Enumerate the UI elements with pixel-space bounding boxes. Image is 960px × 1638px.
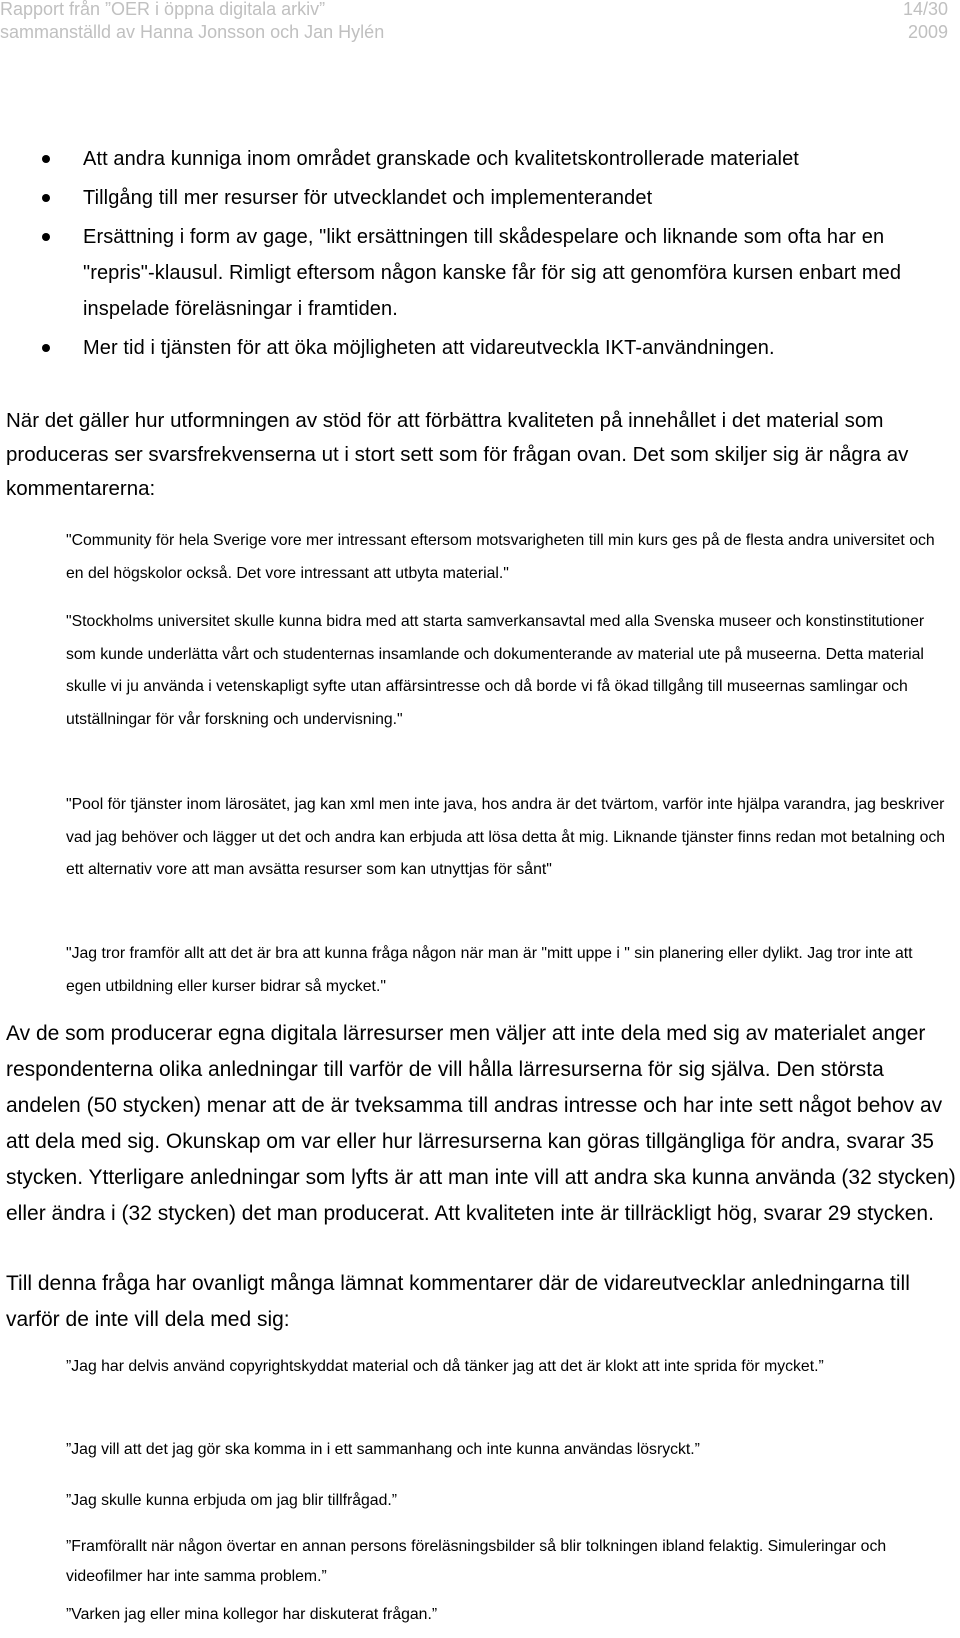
bullet-text: Ersättning i form av gage, "likt ersättningen till skådespelare och liknande som ofta har en "repris"-klausul. Rimligt eftersom någon kanske får för sig att genomföra kursen enbart med inspelade föreläsningar i framtiden.	[83, 226, 902, 320]
page-header	[0, 0, 950, 50]
body-paragraph: Till denna fråga har ovanligt många lämnat kommentarer där de vidareutvecklar anledningarna till varför de inte vill dela med sig:	[6, 1272, 910, 1331]
block-quote: "Pool för tjänster inom lärosätet, jag kan xml men inte java, hos andra är det tvärtom, varför inte hjälpa varandra, jag beskriver vad jag behöver och lägger ut det och andra kan erbjuda att lösa detta åt mig. Liknande tjänster finns redan mot betalning och ett alternativ vore att man avsätta resurser som kan utnyttjas för sånt"	[66, 796, 946, 878]
list-item	[0, 330, 960, 366]
block-quote: ”Varken jag eller mina kollegor har diskuterat frågan.”	[66, 1606, 438, 1623]
page-number: 14/30	[902, 0, 948, 19]
header-authors: sammanställd av Hanna Jonsson och Jan Hylén	[0, 22, 385, 42]
bullet-list	[0, 141, 960, 366]
bullet-icon	[42, 194, 50, 202]
header-right	[903, 0, 948, 44]
block-quote: ”Jag vill att det jag gör ska komma in i ett sammanhang och inte kunna användas lösryckt.”	[66, 1441, 700, 1458]
header-left	[0, 0, 384, 44]
bullet-text: Tillgång till mer resurser för utvecklandet och implementerandet	[83, 187, 653, 209]
block-quote: ”Framförallt när någon övertar en annan persons föreläsningsbilder så blir tolkningen ibland felaktig. Simuleringar och videofilmer har inte samma problem.”	[66, 1538, 887, 1585]
block-quote: "Stockholms universitet skulle kunna bidra med att starta samverkansavtal med alla Svenska museer och konstinstitutioner som kunde underlätta vårt och studenternas insamlande och dokumenterande av material ute på museerna. Detta material skulle vi ju använda i vetenskapligt syfte utan affärsintresse och då borde vi få ökad tillgång till museernas samlingar och utställningar för vår forskning och undervisning."	[66, 613, 925, 728]
list-item	[0, 180, 960, 216]
bullet-icon	[42, 344, 50, 352]
header-title: Rapport från ”OER i öppna digitala arkiv”	[0, 0, 326, 19]
list-item	[0, 219, 960, 327]
bullet-icon	[42, 233, 50, 241]
bullet-text: Att andra kunniga inom området granskade och kvalitetskontrollerade materialet	[83, 148, 799, 170]
block-quote: ”Jag har delvis använd copyrightskyddat material och då tänker jag att det är klokt att inte sprida för mycket.”	[66, 1358, 824, 1375]
block-quote: "Community för hela Sverige vore mer intressant eftersom motsvarigheten till min kurs ges på de flesta andra universitet och en del högskolor också. Det vore intressant att utbyta material."	[66, 532, 935, 582]
block-quote: "Jag tror framför allt att det är bra att kunna fråga någon när man är "mitt uppe i " sin planering eller dylikt. Jag tror inte att egen utbildning eller kurser bidrar så mycket."	[66, 945, 913, 995]
block-quote: ”Jag skulle kunna erbjuda om jag blir tillfrågad.”	[66, 1492, 398, 1509]
bullet-text: Mer tid i tjänsten för att öka möjligheten att vidareutveckla IKT-användningen.	[83, 337, 775, 359]
bullet-icon	[42, 155, 50, 163]
header-year: 2009	[907, 22, 948, 42]
body-paragraph: När det gäller hur utformningen av stöd för att förbättra kvaliteten på innehållet i det material som produceras ser svarsfrekvenserna ut i stort sett som för frågan ovan. Det som skiljer sig är några av kommentarerna:	[6, 409, 909, 500]
body-paragraph: Av de som producerar egna digitala lärresurser men väljer att inte dela med sig av materialet anger respondenterna olika anledningar till varför de vill hålla lärresurserna för sig själva. Den största andelen (50 stycken) menar att de är tveksamma till andras intresse och har inte sett något behov av att dela med sig. Okunskap om var eller hur lärresurserna kan göras tillgängliga för andra, svarar 35 stycken. Ytterligare anledningar som lyfts är att man inte vill att andra ska kunna använda (32 stycken) eller ändra i (32 stycken) det man producerat. Att kvaliteten inte är tillräckligt hög, svarar 29 stycken.	[6, 1022, 956, 1225]
list-item	[0, 141, 960, 177]
